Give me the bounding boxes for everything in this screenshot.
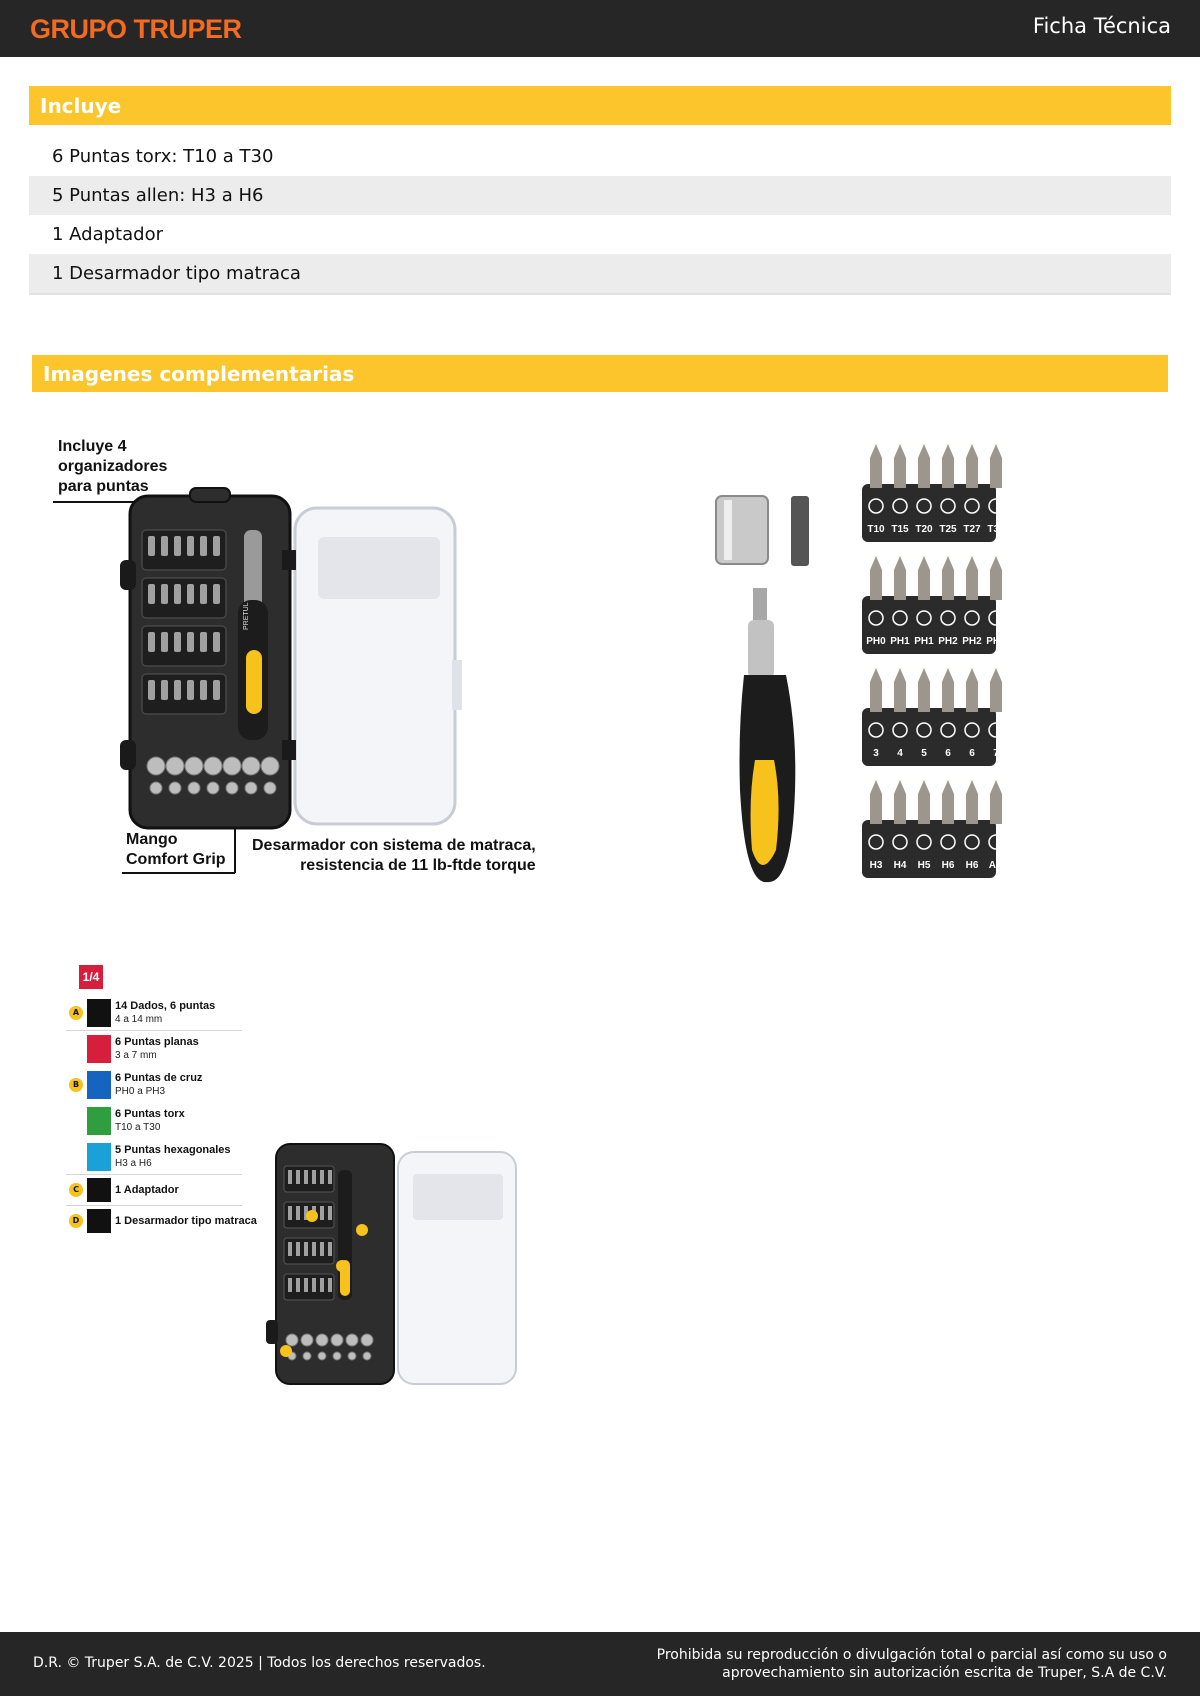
legend-row: 6 Puntas planas 3 a 7 mm (66, 1031, 242, 1067)
bit-label: T10 (867, 524, 885, 535)
bit-label: T30 (987, 524, 1005, 535)
callout-ratchet: Desarmador con sistema de matraca, resistencia de 11 lb-ftde torque (252, 837, 536, 874)
list-item: 1 Adaptador (52, 224, 163, 245)
bit-label: T15 (891, 524, 909, 535)
legend-row: D 1 Desarmador tipo matraca (66, 1206, 242, 1237)
bit-label: 5 (921, 748, 927, 759)
bit-label: PH1 (914, 636, 934, 647)
bit-label: 7 (993, 748, 999, 759)
header-bar (0, 0, 1200, 57)
bit-label: T20 (915, 524, 933, 535)
rights-notice: Prohibida su reproducción o divulgación total o parcial así como su uso o aprovechamiento sin autorización escrita de Truper, S.A de C.V. (656, 1647, 1167, 1681)
bit-label: H4 (893, 860, 907, 871)
bit-label: PH2 (938, 636, 958, 647)
torx-bit-icon (87, 1107, 111, 1135)
bit-label: T25 (939, 524, 957, 535)
document-type: Ficha Técnica (1032, 14, 1171, 38)
kit-components-image (700, 430, 1040, 890)
badge-quarter-inch: 1/4 (79, 965, 103, 989)
legend-letter-a: A (69, 1006, 83, 1020)
legend-row: B 6 Puntas de cruz PH0 a PH3 (66, 1067, 242, 1103)
kit-case-illustration (50, 430, 550, 880)
case-small-illustration (258, 1140, 518, 1390)
phillips-bit-icon (87, 1071, 111, 1099)
bit-label: PH2 (962, 636, 982, 647)
bit-label: PH3 (986, 636, 1006, 647)
bit-label: PH0 (866, 636, 886, 647)
bit-label: H6 (941, 860, 955, 871)
bit-label: H5 (917, 860, 931, 871)
case-brand: PRETUL (243, 602, 250, 630)
legend-letter-d: D (69, 1214, 83, 1228)
callout-organizers: Incluye 4 organizadores para puntas (58, 438, 168, 495)
includes-heading: Incluye (29, 86, 1171, 125)
list-item: 6 Puntas torx: T10 a T30 (52, 146, 274, 167)
list-item: 5 Puntas allen: H3 a H6 (29, 176, 1171, 215)
legend-letter-c: C (69, 1183, 83, 1197)
bit-label: 4 (897, 748, 903, 759)
adapter-icon (87, 1178, 111, 1202)
bit-label: 6 (945, 748, 951, 759)
brand-logo: GRUPO TRUPER (30, 14, 242, 44)
hex-bit-icon (87, 1143, 111, 1171)
legend-row: 6 Puntas torx T10 a T30 (66, 1103, 242, 1139)
legend-row: C 1 Adaptador (66, 1175, 242, 1206)
bit-label: H3 (869, 860, 883, 871)
bit-label: AD (988, 860, 1004, 871)
callout-grip: Mango Comfort Grip (126, 831, 226, 868)
copyright-text: D.R. © Truper S.A. de C.V. 2025 | Todos los derechos reservados. (33, 1655, 486, 1671)
footer-bar (0, 1632, 1200, 1696)
components-illustration (700, 430, 1040, 890)
list-item: 1 Desarmador tipo matraca (29, 254, 1171, 293)
flat-bit-icon (87, 1035, 111, 1063)
legend-letter-b: B (69, 1078, 83, 1092)
legend-row: A 14 Dados, 6 puntas 4 a 14 mm (66, 995, 242, 1031)
socket-icon (87, 999, 111, 1027)
bit-label: PH1 (890, 636, 910, 647)
includes-list (29, 137, 1171, 295)
kit-case-small-image (258, 1140, 518, 1390)
bit-label: T27 (963, 524, 981, 535)
contents-legend (66, 995, 257, 1237)
kit-case-image (50, 430, 550, 880)
bit-label: H6 (965, 860, 979, 871)
screwdriver-icon (87, 1209, 111, 1233)
images-heading: Imagenes complementarias (32, 355, 1168, 392)
bit-label: 6 (969, 748, 975, 759)
bit-label: 3 (873, 748, 879, 759)
legend-row: 5 Puntas hexagonales H3 a H6 (66, 1139, 242, 1175)
